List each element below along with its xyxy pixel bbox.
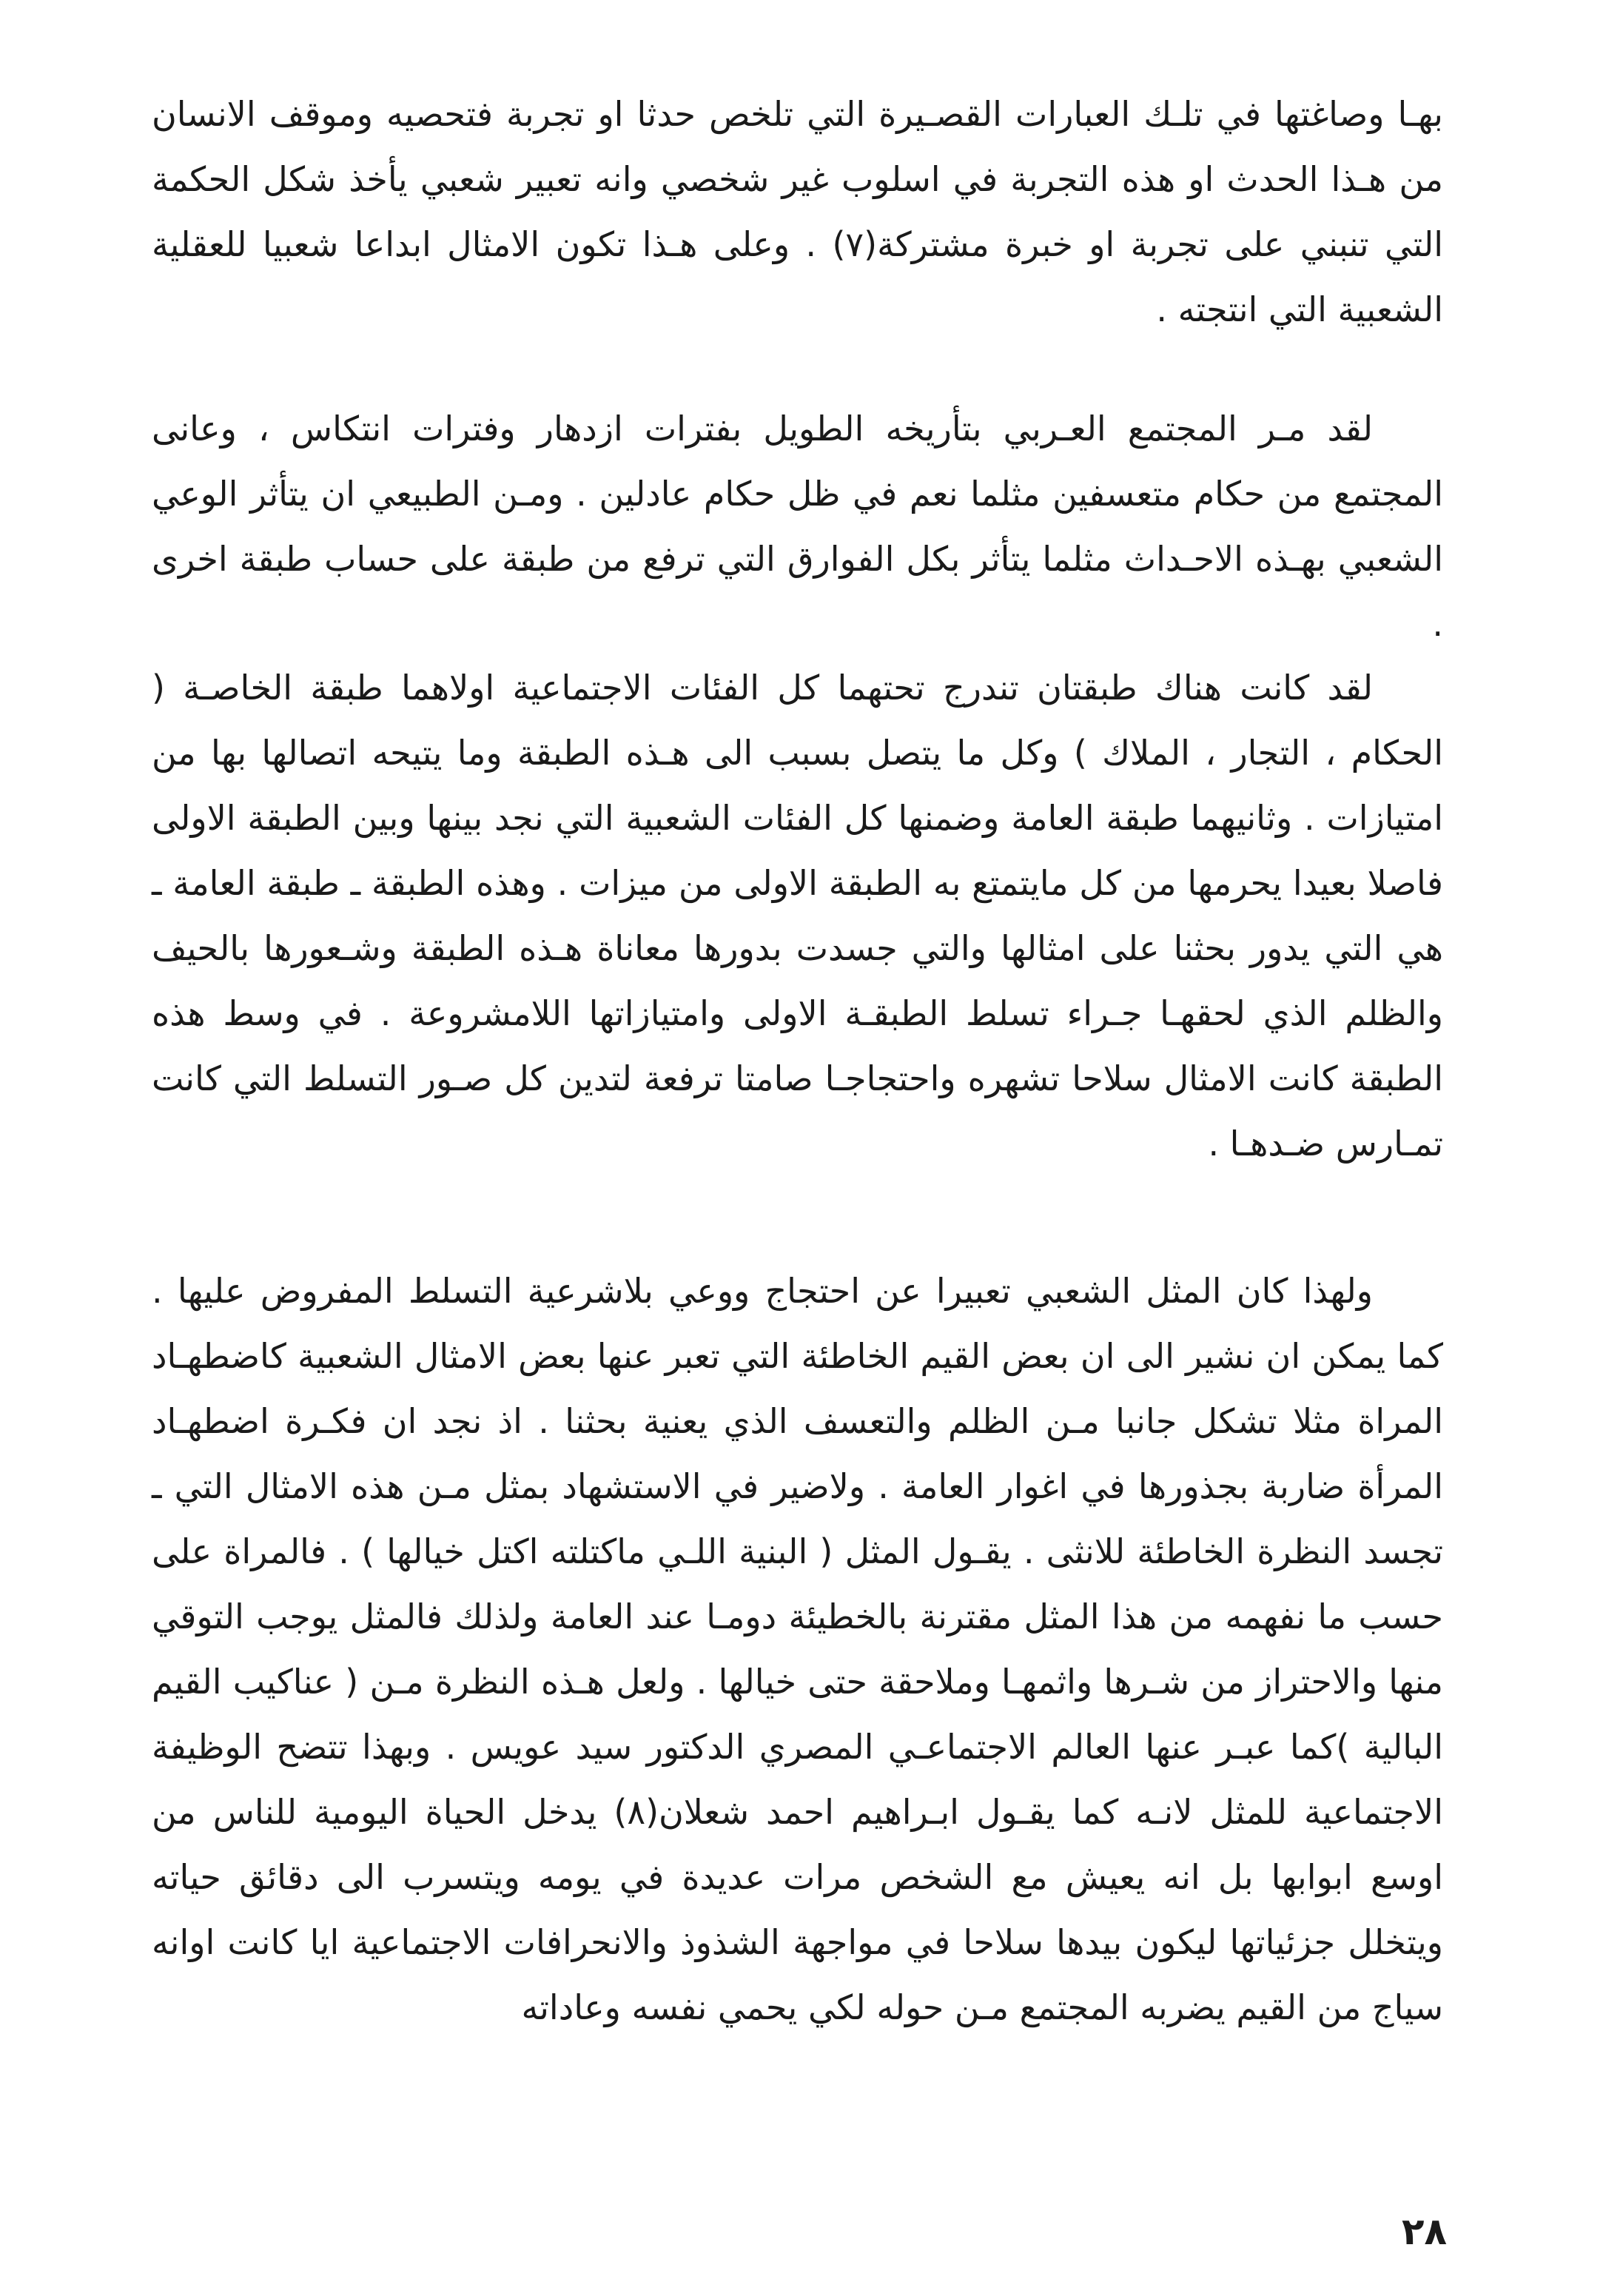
paragraph-2-text: لقد مـر المجتمع العـربي بتأريخه الطويل بفترات ازدهار وفترات انتكاس ، وعانى المجتمع من حكام متعسفين مثلما نعم في ظل حكام عادلين . ومـن الطبيعي ان يتأثر الوعي الشعبي بهـذه الاحـداث مثلما يتأثر بكل الفوارق التي ترفع من طبقة على حساب طبقة اخرى .	[152, 409, 1443, 644]
paragraph-4-text: ولهذا كان المثل الشعبي تعبيرا عن احتجاج ووعي بلاشرعية التسلط المفروض عليها . كما يمكن ان نشير الى ان بعض القيم الخاطئة التي تعبر عنها بعض الامثال الشعبية كاضطهـاد المراة مثلا تشكل جانبا مـن الظلم والتعسف الذي يعنية بحثنا . اذ نجد ان فكـرة اضطهـاد المرأة ضاربة بجذورها في اغوار العامة . ولاضير في الاستشهاد بمثل مـن هذه الامثال التي ـ تجسد النظرة الخاطئة للانثى . يقـول المثل ( البنية اللـي ماكتلته اكتل خيالها ) . فالمراة على حسب ما نفهمه من هذا المثل مقترنة بالخطيئة دومـا عند العامة ولذلك فالمثل يوجب التوقي منها والاحتراز من شـرها واثمهـا وملاحقة حتى خيالها . ولعل هـذه النظرة مـن ( عناكيب القيم البالية )كما عبـر عنها العالم الاجتماعـي المصري الدكتور سيد عويس . وبهذا تتضح الوظيفة الاجتماعية للمثل لانـه كما يقـول ابـراهيم احمد شعلان(٨) يدخل الحياة اليومية للناس من اوسع ابوابها بل انه يعيش مع الشخص مرات عديدة في يومه ويتسرب الى دقائق حياته ويتخلل جزئياتها ليكون بيدها سلاحا في مواجهة الشذوذ والانحرافات الاجتماعية ايا كانت اوانه سياج من القيم يضربه المجتمع مـن حوله لكي يحمي نفسه وعاداته	[152, 1271, 1443, 2027]
page-number: ٢٨	[1401, 2210, 1447, 2253]
paragraph-2	[152, 396, 1443, 657]
paragraph-3-text: لقد كانت هناك طبقتان تندرج تحتهما كل الفئات الاجتماعية اولاهما طبقة الخاصـة ( الحكام ، التجار ، الملاك ) وكل ما يتصل بسبب الى هـذه الطبقة وما يتيحه اتصالها بها من امتيازات . وثانيهما طبقة العامة وضمنها كل الفئات الشعبية التي نجد بينها وبين الطبقة الاولى فاصلا بعيدا يحرمها من كل مايتمتع به الطبقة الاولى من ميزات . وهذه الطبقة ـ طبقة العامة ـ هي التي يدور بحثنا على امثالها والتي جسدت بدورها معاناة هـذه الطبقة وشـعورها بالحيف والظلم الذي لحقهـا جـراء تسلط الطبقـة الاولى وامتيازاتها اللامشروعة . في وسط هذه الطبقة كانت الامثال سلاحا تشهره واحتجاجـا صامتا ترفعة لتدين كل صـور التسلط التي كانت تمـارس ضـدهـا .	[152, 668, 1443, 1164]
paragraph-4	[152, 1258, 1443, 2040]
paragraph-1-text: بهـا وصاغتها في تلـك العبارات القصـيرة التي تلخص حدثا او تجربة فتحصيه وموقف الانسان من هـذا الحدث او هذه التجربة في اسلوب غير شخصي وانه تعبير شعبي يأخذ شكل الحكمة التي تنبني على تجربة او خبرة مشتركة(٧) . وعلى هـذا تكون الامثال ابداعا شعبيا للعقلية الشعبية التي انتجته .	[152, 94, 1443, 329]
paragraph-3	[152, 655, 1443, 1176]
paragraph-1	[152, 81, 1443, 342]
